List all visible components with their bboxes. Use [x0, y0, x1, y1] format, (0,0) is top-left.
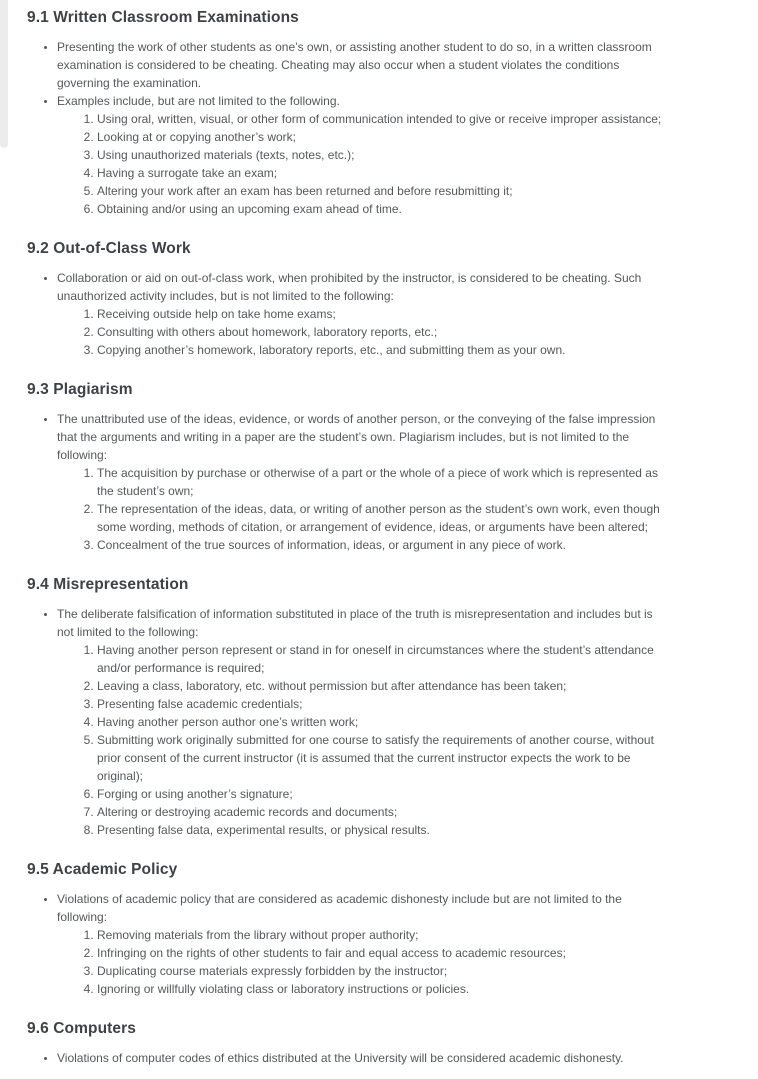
bullet-item	[57, 1049, 664, 1067]
bullet-item	[57, 605, 664, 839]
numbered-item: 2. Looking at or copying another’s work;	[97, 128, 664, 146]
bullet-item	[57, 269, 664, 359]
section-heading: 9.4 Misrepresentation	[27, 576, 189, 593]
numbered-item: 5. Submitting work originally submitted for one course to satisfy the requirements of another course, without prior consent of the current instructor (it is assumed that the current instructor expects the work to be original);	[97, 731, 664, 785]
numbered-item: 1. Removing materials from the library without proper authority;	[97, 926, 664, 944]
numbered-item: 2. Consulting with others about homework, laboratory reports, etc.;	[97, 323, 664, 341]
numbered-item: 1. The acquisition by purchase or otherwise of a part or the whole of a piece of work which is represented as the student’s own;	[97, 464, 664, 500]
bullet-list	[27, 269, 664, 359]
bullet-item	[57, 410, 664, 554]
numbered-item: 3. Duplicating course materials expressly forbidden by the instructor;	[97, 962, 664, 980]
numbered-item: 1. Using oral, written, visual, or other form of communication intended to give or receive improper assistance;	[97, 110, 664, 128]
section-heading: 9.1 Written Classroom Examinations	[27, 9, 299, 26]
bullet-list	[27, 605, 664, 839]
numbered-item: 5. Altering your work after an exam has been returned and before resubmitting it;	[97, 182, 664, 200]
numbered-item: 7. Altering or destroying academic records and documents;	[97, 803, 664, 821]
numbered-list	[57, 926, 664, 998]
numbered-item: 2. The representation of the ideas, data, or writing of another person as the student’s own work, even though some wording, methods of citation, or arrangement of evidence, ideas, or arguments have been altered;	[97, 500, 664, 536]
numbered-item: 8. Presenting false data, experimental results, or physical results.	[97, 821, 664, 839]
numbered-item: 6. Obtaining and/or using an upcoming exam ahead of time.	[97, 200, 664, 218]
numbered-item: 2. Leaving a class, laboratory, etc. without permission but after attendance has been taken;	[97, 677, 664, 695]
bullet-list	[27, 890, 664, 998]
bullet-item	[57, 92, 664, 218]
section-heading: 9.5 Academic Policy	[27, 861, 178, 878]
numbered-item: 4. Having another person author one’s written work;	[97, 713, 664, 731]
bullet-text: Presenting the work of other students as one’s own, or assisting another student to do so, in a written classroom examination is considered to be cheating. Cheating may also occur when a student violates the conditions governing the examination.	[57, 40, 652, 90]
numbered-item: 4. Ignoring or willfully violating class or laboratory instructions or policies.	[97, 980, 664, 998]
section-heading: 9.3 Plagiarism	[27, 381, 133, 398]
numbered-list	[57, 110, 664, 218]
numbered-item: 1. Having another person represent or stand in for oneself in circumstances where the student’s attendance and/or performance is required;	[97, 641, 664, 677]
policy-section	[27, 8, 664, 218]
bullet-list	[27, 410, 664, 554]
policy-section	[27, 860, 664, 998]
numbered-item: 3. Presenting false academic credentials;	[97, 695, 664, 713]
section-heading: 9.2 Out-of-Class Work	[27, 240, 191, 257]
policy-section	[27, 239, 664, 359]
bullet-text: Violations of computer codes of ethics distributed at the University will be considered academic dishonesty.	[57, 1051, 624, 1065]
bullet-text: Violations of academic policy that are considered as academic dishonesty include but are not limited to the following:	[57, 892, 622, 924]
numbered-item: 3. Concealment of the true sources of information, ideas, or argument in any piece of work.	[97, 536, 664, 554]
bullet-item	[57, 890, 664, 998]
numbered-list	[57, 641, 664, 839]
bullet-item	[57, 38, 664, 92]
bullet-text: The deliberate falsification of information substituted in place of the truth is misrepresentation and includes but is not limited to the following:	[57, 607, 653, 639]
bullet-list	[27, 1049, 664, 1067]
numbered-item: 4. Having a surrogate take an exam;	[97, 164, 664, 182]
numbered-list	[57, 464, 664, 554]
numbered-item: 2. Infringing on the rights of other students to fair and equal access to academic resources;	[97, 944, 664, 962]
numbered-list	[57, 305, 664, 359]
policy-section	[27, 380, 664, 554]
numbered-item: 6. Forging or using another’s signature;	[97, 785, 664, 803]
numbered-item: 3. Copying another’s homework, laboratory reports, etc., and submitting them as your own.	[97, 341, 664, 359]
policy-section	[27, 575, 664, 839]
bullet-list	[27, 38, 664, 218]
policy-section	[27, 1019, 664, 1067]
bullet-text: Collaboration or aid on out-of-class work, when prohibited by the instructor, is considered to be cheating. Such unauthorized activity includes, but is not limited to the following:	[57, 271, 642, 303]
section-heading: 9.6 Computers	[27, 1020, 136, 1037]
numbered-item: 3. Using unauthorized materials (texts, notes, etc.);	[97, 146, 664, 164]
numbered-item: 1. Receiving outside help on take home exams;	[97, 305, 664, 323]
bullet-text: The unattributed use of the ideas, evidence, or words of another person, or the conveying of the false impression that the arguments and writing in a paper are the student’s own. Plagiarism includes, but is not limited to the following:	[57, 412, 656, 462]
bullet-text: Examples include, but are not limited to the following.	[57, 94, 340, 108]
